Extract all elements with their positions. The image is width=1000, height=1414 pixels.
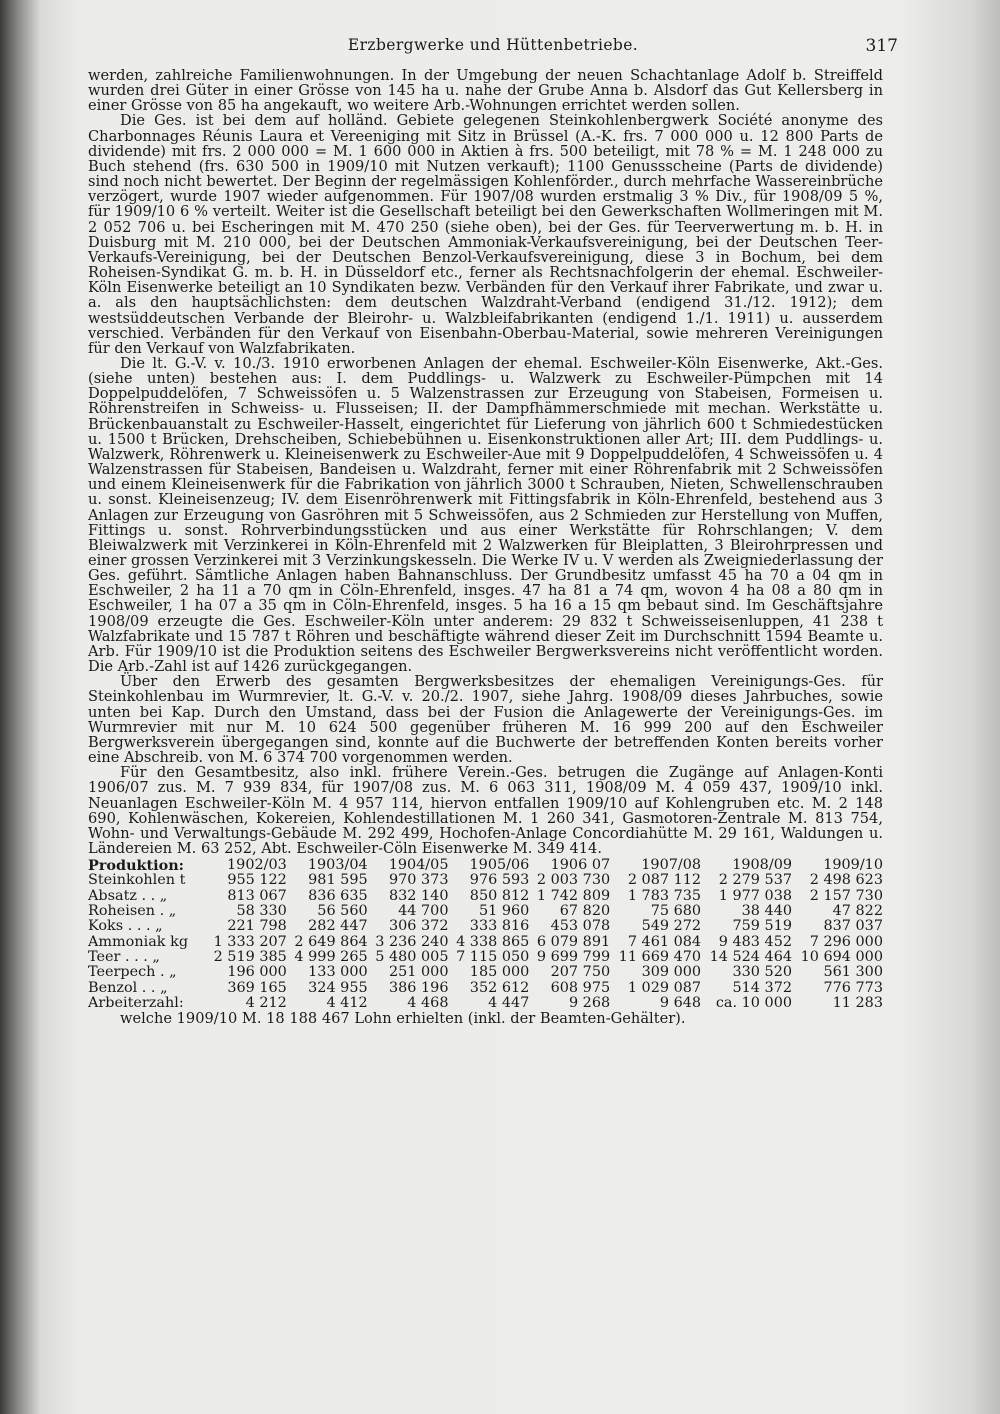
year-header: 1902/03 (227, 857, 287, 874)
year-header: 1903/04 (307, 857, 368, 874)
paragraph-2: Die Ges. ist bei dem auf holländ. Gebiete gelegenen Steinkohlenbergwerk Société anonyme des Charbonnages Réunis Laura et Vereeniging mit Sitz in Brüssel (A.-K. frs. 7 000 000 u. 12 800 Parts de dividende) mit frs. 2 000 000 = M. 1 600 000 in Aktien à frs. 500 beteiligt, mit 78 % = M. 1 248 000 zu Buch stehend (frs. 630 500 in 1909/10 mit Nutzen verkauft); 1100 Genussscheine (Parts de dividende) sind noch nicht bewertet. Der Beginn der regelmässigen Kohlenförder., durch mehrfache Wassereinbrüche verzögert, wurde 1907 wieder aufgenommen. Für 1907/08 wurden erstmalig 3 % Div., für 1908/09 5 %, für 1909/10 6 % verteilt. Weiter ist die Gesellschaft beteiligt bei den Gewerkschaften Wollmeringen mit M. 2 052 706 u. bei Escheringen mit M. 470 250 (siehe oben), bei der Ges. für Teerverwertung m. b. H. in Duisburg mit M. 210 000, bei der Deutschen Ammoniak-Verkaufsvereinigung, bei der Deutschen Teer-Verkaufs-Vereinigung, bei der Deutschen Benzol-Verkaufsvereinigung, diese 3 in Bochum, bei dem Roheisen-Syndikat G. m. b. H. in Düsseldorf etc., ferner als Rechtsnachfolgerin der ehemal. Eschweiler-Köln Eisenwerke beteiligt an 10 Syndikaten bezw. Verbänden für den Verkauf ihrer Fabrikate, und zwar u. a. als den hauptsächlichsten: dem deutschen Walzdraht-Verband (endigend 31./12. 1912); dem westsüddeutschen Verbande der Bleirohr- u. Walzbleifabrikanten (endigend 1./1. 1911) u. ausserdem verschied. Verbänden für den Verkauf von Eisenbahn-Oberbau-Material, sowie mehreren Vereinigungen für den Verkauf von Walzfabrikaten. (88, 112, 883, 357)
year-header: 1909/10 (823, 857, 883, 874)
row-label: Koks . . . „ (88, 918, 163, 935)
table-cell: 251 000 (388, 964, 449, 981)
page-header (88, 36, 898, 60)
table-row (88, 919, 883, 934)
table-cell: 11 669 470 (618, 948, 702, 965)
table-cell: 9 483 452 (718, 933, 793, 950)
table-cell: 38 440 (741, 903, 793, 920)
table-cell: 514 372 (732, 979, 793, 996)
table-cell: 10 694 000 (800, 948, 883, 965)
row-label: Roheisen . „ (88, 903, 177, 920)
closing-line: welche 1909/10 M. 18 188 467 Lohn erhielten (inkl. der Beamten-Gehälter). (120, 1010, 686, 1028)
row-label: Ammoniak kg (88, 933, 189, 950)
table-row (88, 965, 883, 980)
year-header: 1905/06 (469, 857, 530, 874)
table-cell: 837 037 (823, 918, 883, 935)
table-cell: 9 699 799 (536, 948, 611, 965)
table-cell: 561 300 (823, 964, 883, 981)
production-header-row (88, 858, 883, 873)
table-cell: 75 680 (650, 903, 702, 920)
table-cell: 56 560 (317, 903, 368, 920)
running-title: Erzbergwerke und Hüttenbetriebe. (347, 36, 639, 54)
table-cell: 7 296 000 (809, 933, 883, 950)
table-cell: 2 157 730 (809, 887, 883, 904)
table-cell: 9 648 (659, 994, 702, 1011)
table-cell: 453 078 (550, 918, 611, 935)
paragraph-1: werden, zahlreiche Familienwohnungen. In der Umgebung der neuen Schachtanlage Adolf b. Streiffeld wurden drei Güter in einer Grösse von 145 ha u. nahe der Grube Anna b. Alsdorf das Gut Kellersberg in einer Grösse von 85 ha angekauft, wo weitere Arb.-Wohnungen errichtet werden sollen. (88, 67, 883, 115)
table-cell: 51 960 (478, 903, 530, 920)
table-cell: 185 000 (469, 964, 530, 981)
year-header: 1907/08 (641, 857, 702, 874)
table-cell: 981 595 (308, 872, 368, 889)
table-row (88, 996, 883, 1011)
table-cell: 759 519 (732, 918, 793, 935)
table-cell: 369 165 (227, 979, 287, 996)
table-cell: 324 955 (308, 979, 368, 996)
table-cell: 2 279 537 (718, 872, 793, 889)
table-row (88, 873, 883, 888)
table-cell: 196 000 (227, 964, 287, 981)
table-cell: 976 593 (469, 872, 530, 889)
table-cell: 207 750 (550, 964, 611, 981)
row-label: Teerpech . „ (88, 964, 177, 981)
table-cell: 11 283 (832, 994, 883, 1011)
table-cell: 1 333 207 (213, 933, 287, 950)
paragraph-3: Die lt. G.-V. v. 10./3. 1910 erworbenen Anlagen der ehemal. Eschweiler-Köln Eisenwerke, Akt.-Ges. (siehe unten) bestehen aus: I. dem Puddlings- u. Walzwerk zu Eschweiler-Pümpchen mit 14 Doppelpuddelöfen, 7 Schweissöfen u. 5 Walzenstrassen zur Erzeugung von Stabeisen, Formeisen u. Röhrenstreifen in Schweiss- u. Flusseisen; II. der Dampfhämmerschmiede mit mechan. Werkstätte u. Brückenbauanstalt zu Eschweiler-Hasselt, eingerichtet für Lieferung von jährlich 600 t Schmiedestücken u. 1500 t Brücken, Drehscheiben, Schiebebühnen u. Eisenkonstruktionen aller Art; III. dem Puddlings- u. Walzwerk, Röhrenwerk u. Kleineisenwerk zu Eschweiler-Aue mit 9 Doppelpuddelöfen, 4 Schweissöfen u. 4 Walzenstrassen für Stabeisen, Bandeisen u. Walzdraht, ferner mit einer Röhrenfabrik mit 2 Schweissöfen und einem Kleineisenwerk für die Fabrikation von jährlich 3000 t Schrauben, Nieten, Schwellenschrauben u. sonst. Kleineisenzeug; IV. dem Eisenröhrenwerk mit Fittingsfabrik in Köln-Ehrenfeld, bestehend aus 3 Anlagen zur Erzeugung von Gasröhren mit 5 Schweissöfen, aus 2 Schmieden zur Herstellung von Muffen, Fittings u. sonst. Rohrverbindungsstücken und aus einer Werkstätte für Rohrschlangen; V. dem Bleiwalzwerk mit Verzinkerei in Köln-Ehrenfeld mit 2 Walzwerken für Bleiplatten, 3 Bleirohrpressen und einer grossen Verzinkerei mit 3 Verzinkungskesseln. Die Werke IV u. V werden als Zweigniederlassung der Ges. geführt. Sämtliche Anlagen haben Bahnanschluss. Der Grundbesitz umfasst 45 ha 70 a 04 qm in Eschweiler, 2 ha 11 a 70 qm in Cöln-Ehrenfeld, insges. 47 ha 81 a 74 qm, wovon 4 ha 08 a 80 qm in Eschweiler, 1 ha 07 a 35 qm in Cöln-Ehrenfeld, insges. 5 ha 16 a 15 qm bebaut sind. Im Geschäftsjahre 1908/09 erzeugte die Ges. Eschweiler-Köln unter anderem: 29 832 t Schweisseisenluppen, 41 238 t Walzfabrikate und 15 787 t Röhren und beschäftigte während dieser Zeit im Durchschnitt 1594 Beamte u. Arb. Für 1909/10 ist die Produktion seitens des Eschweiler Bergwerksvereins nicht veröffentlicht worden. Die Arb.-Zahl ist auf 1426 zurückgegangen. (88, 354, 883, 676)
table-row (88, 981, 883, 996)
table-cell: 5 480 005 (375, 948, 449, 965)
table-cell: 813 067 (227, 887, 287, 904)
table-cell: 67 820 (559, 903, 611, 920)
table-cell: 221 798 (227, 918, 287, 935)
table-cell: 836 635 (308, 887, 368, 904)
table-cell: 309 000 (641, 964, 702, 981)
table-cell: 776 773 (823, 979, 883, 996)
page-number: 317 (865, 36, 898, 56)
table-cell: ca. 10 000 (715, 994, 793, 1011)
body-text (88, 68, 883, 1026)
table-cell: 955 122 (227, 872, 287, 889)
table-cell: 47 822 (832, 903, 883, 920)
table-cell: 1 977 038 (718, 887, 793, 904)
table-cell: 2 498 623 (809, 872, 883, 889)
table-cell: 9 268 (568, 994, 611, 1011)
table-cell: 4 412 (326, 994, 368, 1011)
table-cell: 282 447 (308, 918, 368, 935)
row-label: Benzol . . „ (88, 979, 168, 996)
table-cell: 4 338 865 (456, 933, 530, 950)
table-cell: 850 812 (469, 887, 530, 904)
year-header: 1904/05 (388, 857, 449, 874)
row-label: Arbeiterzahl: (88, 994, 184, 1011)
table-cell: 330 520 (732, 964, 793, 981)
table-cell: 4 447 (488, 994, 530, 1011)
table-row (88, 904, 883, 919)
table-cell: 386 196 (388, 979, 449, 996)
table-row (88, 950, 883, 965)
table-cell: 352 612 (469, 979, 530, 996)
year-header: 1906 07 (550, 857, 611, 874)
production-table (88, 858, 883, 1011)
table-row (88, 889, 883, 904)
table-cell: 832 140 (388, 887, 449, 904)
table-cell: 133 000 (308, 964, 368, 981)
table-cell: 306 372 (388, 918, 449, 935)
row-label: Absatz . . „ (88, 887, 168, 904)
table-cell: 6 079 891 (536, 933, 611, 950)
year-header: 1908/09 (732, 857, 793, 874)
table-cell: 4 999 265 (294, 948, 368, 965)
paragraph-5: Für den Gesamtbesitz, also inkl. frühere Verein.-Ges. betrugen die Zugänge auf Anlagen-Konti 1906/07 zus. M. 7 939 834, für 1907/08 zus. M. 6 063 311, 1908/09 M. 4 059 437, 1909/10 inkl. Neuanlagen Eschweiler-Köln M. 4 957 114, hiervon entfallen 1909/10 auf Kohlengruben etc. M. 2 148 690, Kohlenwäschen, Kokereien, Kohlendestillationen M. 1 260 341, Gasmotoren-Zentrale M. 813 754, Wohn- und Verwaltungs-Gebäude M. 292 499, Hochofen-Anlage Concordiahütte M. 29 161, Waldungen u. Ländereien M. 63 252, Abt. Eschweiler-Cöln Eisenwerke M. 349 414. (88, 764, 883, 857)
table-cell: 608 975 (550, 979, 611, 996)
table-cell: 58 330 (236, 903, 287, 920)
table-cell: 1 783 735 (627, 887, 702, 904)
row-label: Steinkohlen t (88, 872, 186, 889)
table-cell: 44 700 (398, 903, 449, 920)
table-cell: 2 519 385 (213, 948, 287, 965)
row-label: Teer . . . „ (88, 948, 160, 965)
table-cell: 970 373 (388, 872, 449, 889)
table-cell: 7 115 050 (456, 948, 530, 965)
table-row (88, 935, 883, 950)
table-cell: 1 029 087 (627, 979, 702, 996)
paragraph-4: Über den Erwerb des gesamten Bergwerksbesitzes der ehemaligen Vereinigungs-Ges. für Steinkohlenbau im Wurmrevier, lt. G.-V. v. 20./2. 1907, siehe Jahrg. 1908/09 dieses Jahrbuches, sowie unten bei Kap. Durch den Umstand, dass bei der Fusion die Anlagewerte der Vereinigungs-Ges. im Wurmrevier mit nur M. 10 624 500 gegenüber früheren M. 16 999 200 auf den Eschweiler Bergwerksverein übergegangen sind, konnte auf die Buchwerte der betreffenden Konten bereits vorher eine Abschreib. von M. 6 374 700 vorgenommen werden. (88, 673, 883, 767)
table-cell: 3 236 240 (375, 933, 449, 950)
table-cell: 2 649 864 (294, 933, 368, 950)
table-cell: 2 003 730 (536, 872, 611, 889)
table-cell: 4 212 (245, 994, 287, 1011)
table-cell: 333 816 (469, 918, 530, 935)
table-cell: 7 461 084 (627, 933, 702, 950)
table-cell: 1 742 809 (536, 887, 611, 904)
production-heading: Produktion: (88, 857, 184, 875)
table-cell: 14 524 464 (709, 948, 793, 965)
table-cell: 4 468 (407, 994, 449, 1011)
table-cell: 2 087 112 (627, 872, 702, 889)
table-cell: 549 272 (641, 918, 702, 935)
